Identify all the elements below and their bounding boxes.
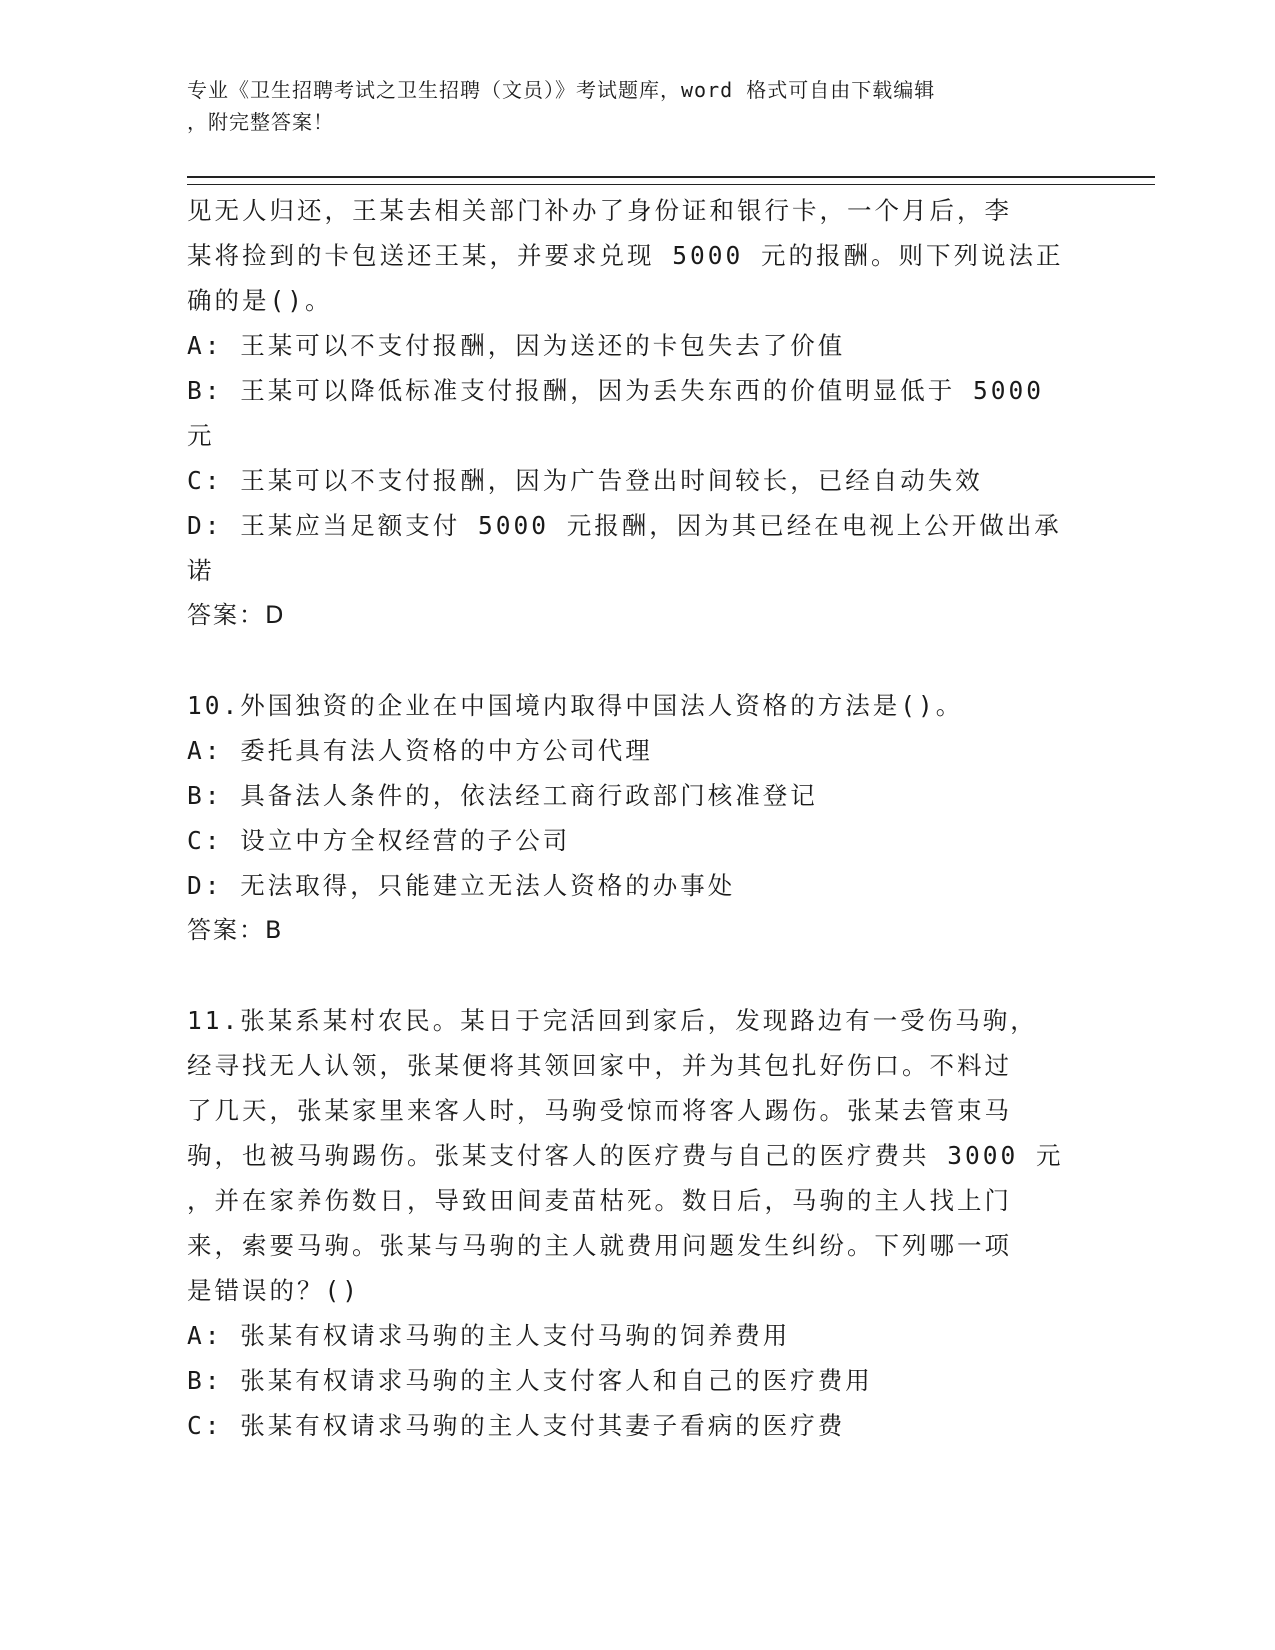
answer: 答案：B [187,916,284,944]
option-a: A: 张某有权请求马驹的主人支付马驹的饲养费用 [187,1321,791,1350]
option-d: D: 王某应当足额支付 5000 元报酬，因为其已经在电视上公开做出承 [187,511,1062,540]
option-c: C: 张某有权请求马驹的主人支付其妻子看病的医疗费 [187,1411,846,1440]
question-stem-line: 了几天，张某家里来客人时，马驹受惊而将客人踢伤。张某去管束马 [187,1096,1012,1125]
question-stem-line: 11.张某系某村农民。某日于完活回到家后，发现路边有一受伤马驹， [187,1006,1038,1035]
option-b: B: 具备法人条件的，依法经工商行政部门核准登记 [187,781,818,810]
question-stem-line: 来，索要马驹。张某与马驹的主人就费用问题发生纠纷。下列哪一项 [187,1231,1012,1260]
option-b: B: 张某有权请求马驹的主人支付客人和自己的医疗费用 [187,1366,873,1395]
question-stem: 10.外国独资的企业在中国境内取得中国法人资格的方法是()。 [187,691,964,720]
question-stem-line: ，并在家养伤数日，导致田间麦苗枯死。数日后，马驹的主人找上门 [187,1186,1012,1215]
spacer [187,638,1087,683]
document-body [187,188,1087,1448]
header-title-line-2: ，附完整答案！ [187,110,334,134]
header-title-line-1: 专业《卫生招聘考试之卫生招聘（文员）》考试题库，word 格式可自由下载编辑 [187,78,936,102]
header-divider [187,176,1155,185]
option-c: C: 设立中方全权经营的子公司 [187,826,571,855]
question-stem-line: 某将捡到的卡包送还王某，并要求兑现 5000 元的报酬。则下列说法正 [187,241,1064,270]
question-11 [187,998,1087,1448]
option-c: C: 王某可以不支付报酬，因为广告登出时间较长，已经自动失效 [187,466,983,495]
question-stem-line: 经寻找无人认领，张某便将其领回家中，并为其包扎好伤口。不料过 [187,1051,1012,1080]
option-b-continued: 元 [187,421,215,450]
option-d: D: 无法取得，只能建立无法人资格的办事处 [187,871,736,900]
option-a: A: 王某可以不支付报酬，因为送还的卡包失去了价值 [187,331,846,360]
question-stem-line: 确的是()。 [187,286,333,315]
question-9 [187,188,1087,638]
question-stem-line: 是错误的？() [187,1276,360,1305]
spacer [187,953,1087,998]
option-d-continued: 诺 [187,556,215,585]
document-header [187,74,1087,138]
question-stem-line: 见无人归还，王某去相关部门补办了身份证和银行卡，一个月后，李 [187,196,1012,225]
answer: 答案：D [187,601,286,629]
option-b: B: 王某可以降低标准支付报酬，因为丢失东西的价值明显低于 5000 [187,376,1044,405]
question-10 [187,683,1087,953]
option-a: A: 委托具有法人资格的中方公司代理 [187,736,653,765]
question-stem-line: 驹，也被马驹踢伤。张某支付客人的医疗费与自己的医疗费共 3000 元 [187,1141,1064,1170]
